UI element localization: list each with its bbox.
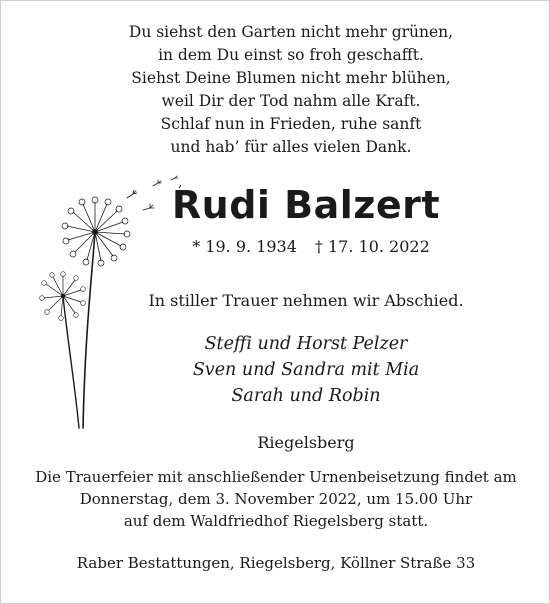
death-date: † 17. 10. 2022 xyxy=(314,237,430,256)
poem xyxy=(111,21,471,159)
birth-date: * 19. 9. 1934 xyxy=(192,237,297,256)
poem-line: in dem Du einst so froh geschafft. xyxy=(158,46,424,64)
poem-line: weil Dir der Tod nahm alle Kraft. xyxy=(161,92,421,110)
undertaker-info: Raber Bestattungen, Riegelsberg, Köllner Straße 33 xyxy=(76,554,476,572)
mourner-entry: Sven und Sandra mit Mia xyxy=(192,360,420,380)
farewell-text: In stiller Trauer nehmen wir Abschied. xyxy=(148,291,464,310)
town-name: Riegelsberg xyxy=(257,433,355,452)
funeral-service-info xyxy=(16,466,536,532)
service-line: auf dem Waldfriedhof Riegelsberg statt. xyxy=(123,512,429,530)
poem-line: und hab’ für alles vielen Dank. xyxy=(170,138,412,156)
poem-line: Du siehst den Garten nicht mehr grünen, xyxy=(128,23,454,41)
mourner-entry: Steffi und Horst Pelzer xyxy=(204,334,408,354)
life-dates xyxy=(181,235,441,259)
deceased-name: Rudi Balzert xyxy=(171,183,441,227)
service-line: Die Trauerfeier mit anschließender Urnenbeisetzung findet am xyxy=(35,468,517,486)
poem-line: Schlaf nun in Frieden, ruhe sanft xyxy=(160,115,422,133)
poem-line: Siehst Deine Blumen nicht mehr blühen, xyxy=(131,69,451,87)
mourner-entry: Sarah und Robin xyxy=(231,386,381,406)
mourners-list xyxy=(141,331,471,409)
service-line: Donnerstag, dem 3. November 2022, um 15.00 Uhr xyxy=(79,490,473,508)
